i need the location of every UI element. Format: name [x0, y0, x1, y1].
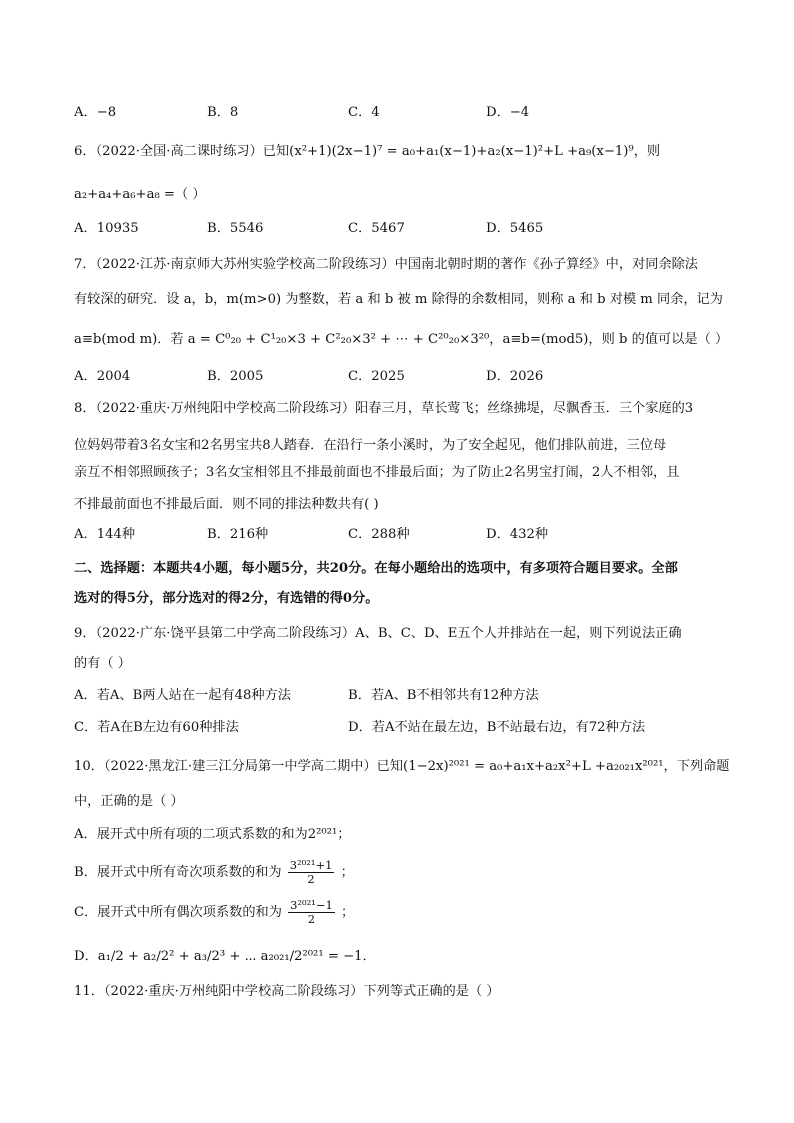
q7-option-d: D．2026 — [486, 369, 544, 384]
q8-options — [74, 526, 754, 544]
q9-options-row1 — [74, 687, 754, 705]
q8-option-a: A．144种 — [74, 527, 136, 542]
q5-options — [74, 104, 754, 122]
q10-option-d: D．a₁/2 + a₂/2² + a₃/2³ + ⋯ a₂₀₂₁/2²⁰²¹ = −1． — [74, 949, 376, 964]
q6-option-c: C．5467 — [348, 221, 405, 236]
q9-option-d: D．若A不站在最左边，B不站最右边，有72种方法 — [348, 720, 646, 735]
q10-option-c-semicolon: ； — [341, 905, 355, 920]
q8-line3: 亲互不相邻照顾孩子；3名女宝相邻且不排最前面也不排最后面；为了防止2名男宝打闹，2人不相邻，且 — [74, 465, 680, 480]
q9-option-b: B．若A、B不相邻共有12种方法 — [348, 688, 539, 703]
q10-option-b-semicolon: ； — [340, 865, 354, 880]
q6-stem-cont: a₂+a₄+a₆+a₈ =（ ） — [74, 187, 206, 202]
q10-option-b-denominator: 2 — [307, 872, 315, 886]
q9-options-row2 — [74, 719, 754, 737]
q10-option-b-fraction — [288, 859, 335, 886]
q7-option-a: A．2004 — [74, 369, 131, 384]
q8-line2: 位妈妈带着3名女宝和2名男宝共8人踏春．在沿行一条小溪时，为了安全起见，他们排队前进，三位母 — [74, 438, 667, 453]
q10-line2: 中，正确的是（ ） — [74, 794, 184, 809]
q7-line3: a≡b(mod m)．若 a = C⁰₂₀ + C¹₂₀×3 + C²₂₀×3² + ⋯ + C²⁰₂₀×3²⁰，a≡b=(mod5)，则 b 的值可以是（ ） — [74, 332, 729, 347]
q10-option-c-fraction — [288, 899, 335, 926]
q7-option-c: C．2025 — [348, 369, 405, 384]
q10-option-b — [74, 858, 354, 888]
q5-option-a: A．−8 — [74, 105, 117, 120]
q8-line1: 8．（2022·重庆·万州纯阳中学校高二阶段练习）阳春三月，草长莺飞；丝绦拂堤，尽飘香玉．三个家庭的3 — [74, 401, 694, 416]
q10-option-c-denominator: 2 — [307, 912, 316, 926]
q5-option-d: D．−4 — [486, 105, 530, 120]
section2-heading-cont: 选对的得5分，部分选对的得2分，有选错的得0分。 — [74, 591, 379, 606]
q7-line1: 7．（2022·江苏·南京师大苏州实验学校高二阶段练习）中国南北朝时期的著作《孙子算经》中，对同余除法 — [74, 257, 698, 272]
q6-stem: 6．（2022·全国·高二课时练习）已知(x²+1)(2x−1)⁷ = a₀+a₁(x−1)+a₂(x−1)²+L +a₉(x−1)⁹，则 — [74, 144, 661, 159]
q8-option-c: C．288种 — [348, 527, 410, 542]
q5-option-c: C．4 — [348, 105, 380, 120]
q8-option-b: B．216种 — [207, 527, 269, 542]
q10-option-c-text: C．展开式中所有偶次项系数的和为 — [74, 905, 282, 920]
q6-option-d: D．5465 — [486, 221, 544, 236]
q10-line1: 10．（2022·黑龙江·建三江分局第一中学高二期中）已知(1−2x)²⁰²¹ = a₀+a₁x+a₂x²+L +a₂₀₂₁x²⁰²¹，下列命题 — [74, 759, 730, 774]
q7-options — [74, 368, 754, 386]
q5-option-b: B．8 — [207, 105, 239, 120]
q6-option-a: A．10935 — [74, 221, 139, 236]
q7-option-b: B．2005 — [207, 369, 264, 384]
q9-option-c: C．若A在B左边有60种排法 — [74, 720, 239, 735]
q9-line2: 的有（ ） — [74, 656, 131, 671]
q6-options — [74, 220, 754, 238]
q10-option-c-numerator: 3²⁰²¹−1 — [290, 898, 333, 912]
q9-option-a: A．若A、B两人站在一起有48种方法 — [74, 688, 291, 703]
q11-line1: 11．（2022·重庆·万州纯阳中学校高二阶段练习）下列等式正确的是（ ） — [74, 984, 500, 999]
q10-option-b-numerator: 3²⁰²¹+1 — [289, 858, 333, 872]
section2-heading: 二、选择题：本题共4小题，每小题5分，共20分。在每小题给出的选项中，有多项符合题目要求。全部 — [74, 561, 678, 576]
q10-option-b-text: B．展开式中所有奇次项系数的和为 — [74, 865, 282, 880]
q6-option-b: B．5546 — [207, 221, 264, 236]
q9-line1: 9．（2022·广东·饶平县第二中学高二阶段练习）A、B、C、D、E五个人并排站在一起，则下列说法正确 — [74, 626, 682, 641]
q8-line4: 不排最前面也不排最后面．则不同的排法种数共有( ) — [74, 497, 379, 512]
q7-line2: 有较深的研究．设 a，b，m(m>0) 为整数，若 a 和 b 被 m 除得的余数相同，则称 a 和 b 对模 m 同余，记为 — [74, 292, 723, 307]
q10-option-a: A．展开式中所有项的二项式系数的和为2²⁰²¹； — [74, 827, 351, 842]
q8-option-d: D．432种 — [486, 527, 549, 542]
q10-option-c — [74, 898, 354, 928]
